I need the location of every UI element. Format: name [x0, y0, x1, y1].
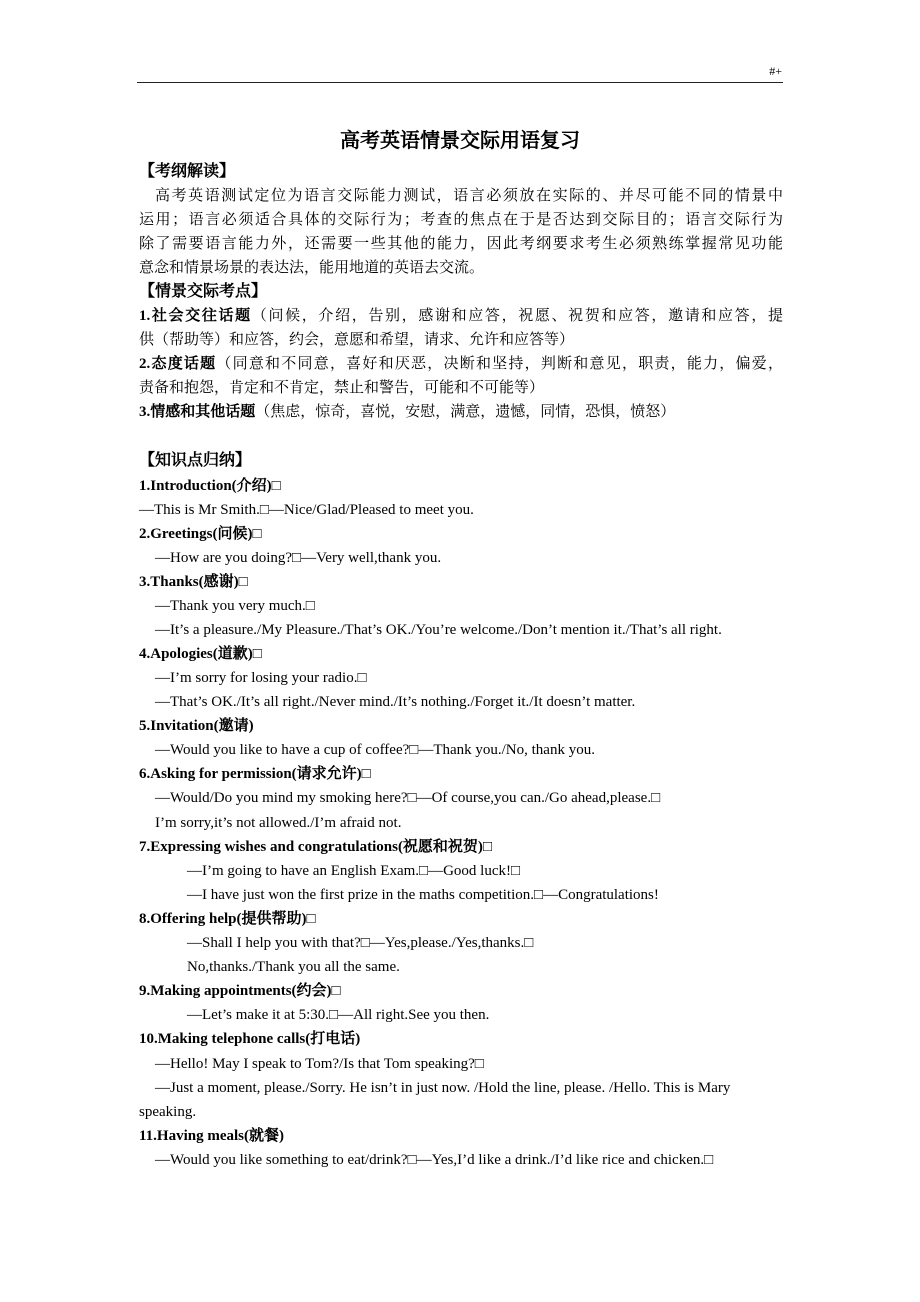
topic-heading: 8.Offering help(提供帮助)□ — [139, 911, 316, 927]
point-item: 3.情感和其他话题（焦虑，惊奇，喜悦，安慰，满意，遗憾，同情，恐惧，愤怒） — [139, 404, 676, 420]
dialogue-line: —I have just won the first prize in the maths competition.□—Congratulations! — [187, 887, 659, 903]
dialogue-line: —It’s a pleasure./My Pleasure./That’s OK./You’re welcome./Don’t mention it./That’s all right. — [155, 622, 722, 638]
topic-heading: 3.Thanks(感谢)□ — [139, 574, 248, 590]
topic-heading: 4.Apologies(道歉)□ — [139, 646, 262, 662]
topic-heading: 9.Making appointments(约会)□ — [139, 983, 341, 999]
section-heading-outline: 【考纲解读】 — [139, 163, 236, 180]
topic-heading: 1.Introduction(介绍)□ — [139, 478, 281, 494]
paragraph-line: 运用；语言必须适合具体的交际行为；考查的焦点在于是否达到交际目的；语言交际行为 — [139, 212, 783, 228]
dialogue-line: speaking. — [139, 1104, 197, 1120]
dialogue-line: I’m sorry,it’s not allowed./I’m afraid not. — [155, 815, 402, 831]
dialogue-line: No,thanks./Thank you all the same. — [187, 959, 400, 975]
dialogue-line: —This is Mr Smith.□—Nice/Glad/Pleased to meet you. — [139, 502, 474, 518]
dialogue-line: —That’s OK./It’s all right./Never mind./It’s nothing./Forget it./It doesn’t matter. — [155, 694, 636, 710]
dialogue-line: —Would you like something to eat/drink?□—Yes,I’d like a drink./I’d like rice and chicken.□ — [155, 1152, 714, 1168]
dialogue-line: —Shall I help you with that?□—Yes,please./Yes,thanks.□ — [187, 935, 534, 951]
page-header-mark: #+ — [769, 64, 782, 78]
point-item: 责备和抱怨，肯定和不肯定，禁止和警告，可能和不可能等） — [139, 380, 545, 396]
topic-heading: 2.Greetings(问候)□ — [139, 526, 262, 542]
dialogue-line: —How are you doing?□—Very well,thank you. — [155, 550, 442, 566]
section-heading-knowledge: 【知识点归纳】 — [139, 452, 252, 469]
dialogue-line: —I’m sorry for losing your radio.□ — [155, 670, 367, 686]
point-item: 1.社会交往话题（问候，介绍，告别，感谢和应答，祝愿、祝贺和应答，邀请和应答，提 — [139, 308, 783, 324]
topic-heading: 11.Having meals(就餐) — [139, 1128, 284, 1144]
dialogue-line: —Just a moment, please./Sorry. He isn’t in just now. /Hold the line, please. /Hello. This is Mary — [155, 1080, 731, 1096]
topic-heading: 5.Invitation(邀请) — [139, 718, 254, 734]
dialogue-line: —I’m going to have an English Exam.□—Good luck!□ — [187, 863, 521, 879]
section-heading-points: 【情景交际考点】 — [139, 283, 268, 300]
topic-heading: 6.Asking for permission(请求允许)□ — [139, 766, 371, 782]
topic-heading: 7.Expressing wishes and congratulations(祝愿和祝贺)□ — [139, 839, 492, 855]
dialogue-line: —Let’s make it at 5:30.□—All right.See you then. — [187, 1007, 490, 1023]
paragraph-line: 意念和情景场景的表达法，能用地道的英语去交流。 — [139, 260, 485, 276]
point-item: 供（帮助等）和应答，约会，意愿和希望，请求、允许和应答等） — [139, 332, 575, 348]
point-item: 2.态度话题（同意和不同意，喜好和厌恶，决断和坚持，判断和意见，职责，能力，偏爱， — [139, 356, 783, 372]
dialogue-line: —Hello! May I speak to Tom?/Is that Tom speaking?□ — [155, 1056, 484, 1072]
dialogue-line: —Would/Do you mind my smoking here?□—Of course,you can./Go ahead,please.□ — [155, 790, 661, 806]
topic-heading: 10.Making telephone calls(打电话) — [139, 1031, 361, 1047]
document-title: 高考英语情景交际用语复习 — [340, 130, 580, 152]
dialogue-line: —Thank you very much.□ — [155, 598, 315, 614]
dialogue-line: —Would you like to have a cup of coffee?□—Thank you./No, thank you. — [155, 742, 595, 758]
header-rule — [137, 82, 783, 83]
paragraph-line: 除了需要语言能力外，还需要一些其他的能力，因此考纲要求考生必须熟练掌握常见功能 — [139, 236, 783, 252]
paragraph-line: 高考英语测试定位为语言交际能力测试，语言必须放在实际的、并尽可能不同的情景中 — [155, 188, 783, 204]
